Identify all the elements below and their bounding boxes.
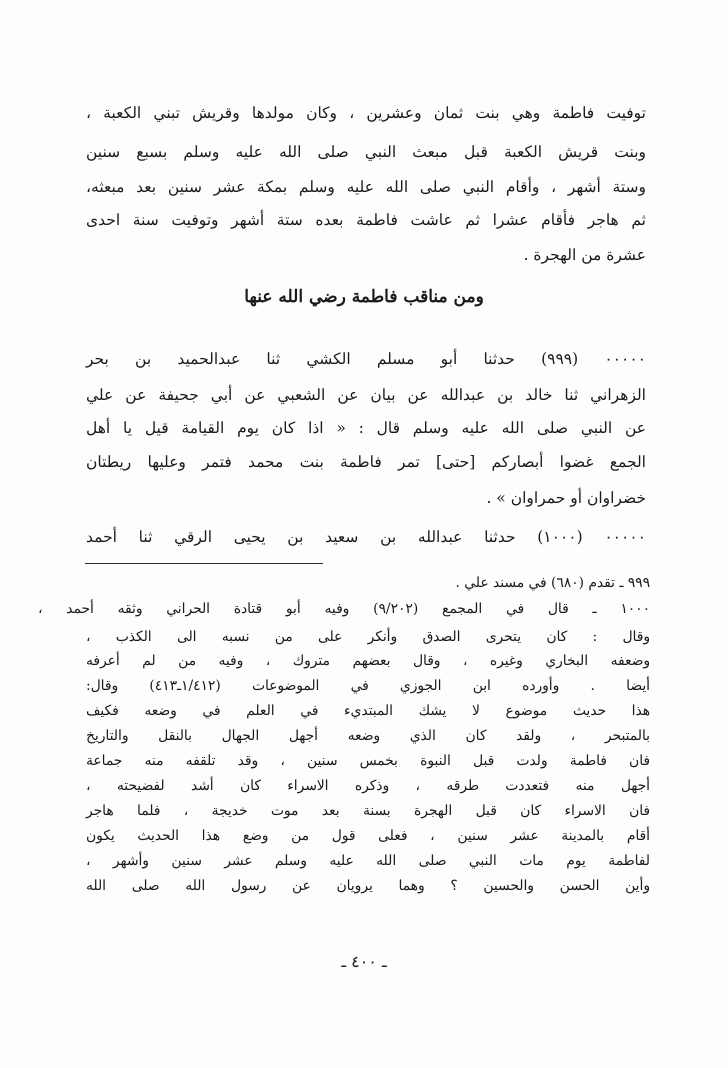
hadith-999-line-1: ٠٠٠٠٠ (٩٩٩) حدثنا أبو مسلم الكشي ثنا عبدالحميد بن بحر — [86, 350, 646, 368]
body-line-2: وبنت قريش الكعبة قبل مبعث النبي صلى الله عليه وسلم بسبع سنين — [86, 143, 646, 161]
footnote-999: ٩٩٩ ـ تقدم (٦٨٠) في مسند علي . — [455, 575, 650, 591]
footnote-1000-line: هذا حديث موضوع لا يشك المبتديء في العلم في وضعه فكيف — [86, 703, 650, 719]
footnote-1000-line: وقال : كان يتحرى الصدق وأنكر على من نسبه الى الكذب ، — [86, 629, 650, 645]
hadith-999-line-5: خضراوان أو حمراوان » . — [486, 489, 646, 507]
footnote-1000-line: أقام بالمدينة عشر سنين ، فعلى قول من وضع هذا الحديث يكون — [86, 828, 650, 844]
footnote-1000-line: فان الاسراء كان قبل الهجرة بسنة بعد موت خديجة ، فلما هاجر — [86, 803, 650, 819]
footnote-1000-line: وضعفه البخاري وغيره ، وقال بعضهم متروك ، وفيه من لم أعرفه — [86, 653, 650, 669]
footnote-1000-line: وأين الحسن والحسين ؟ وهما يرويان عن رسول الله صلى الله — [86, 878, 650, 894]
section-heading: ومن مناقب فاطمة رضي الله عنها — [244, 287, 484, 307]
footnote-1000-line: أيضا . وأورده ابن الجوزي في الموضوعات (١/٤١٢ـ٤١٣) وقال: — [86, 678, 651, 694]
footnote-1000-line: بالمتبحر ، ولقد كان الذي وضعه أجهل الجهال بالنقل والتاريخ — [86, 728, 650, 744]
page-number: ـ ٤٠٠ ـ — [341, 952, 387, 971]
hadith-999-line-2: الزهراني ثنا خالد بن عبدالله عن بيان عن الشعبي عن أبي جحيفة عن علي — [86, 386, 646, 404]
body-line-5: عشرة من الهجرة . — [523, 246, 646, 264]
footnote-1000-line: فان فاطمة ولدت قبل النبوة بخمس سنين ، وقد تلقفه منه جماعة — [86, 753, 650, 769]
footnote-1000-first-line: ١٠٠٠ ـ قال في المجمع (٩/٢٠٢) وفيه أبو قتادة الحراني وثقه أحمد ، — [38, 601, 650, 617]
hadith-1000-line-1: ٠٠٠٠٠ (١٠٠٠) حدثنا عبدالله بن سعيد بن يحيى الرقي ثنا أحمد — [86, 528, 646, 546]
hadith-999-line-4: الجمع غضوا أبصاركم [حتى] تمر فاطمة بنت محمد فتمر وعليها ريطتان — [86, 453, 646, 471]
body-line-3: وستة أشهر ، وأقام النبي صلى الله عليه وسلم بمكة عشر سنين بعد مبعثه، — [86, 178, 646, 196]
footnote-1000-line: لفاطمة يوم مات النبي صلى الله عليه وسلم عشر سنين وأشهر ، — [86, 853, 650, 869]
body-line-4: ثم هاجر فأقام عشرا ثم عاشت فاطمة بعده ستة أشهر وتوفيت سنة احدى — [86, 211, 646, 229]
body-line-1: توفيت فاطمة وهي بنت ثمان وعشرين ، وكان مولدها وقريش تبني الكعبة ، — [86, 104, 646, 122]
footnote-1000-line: أجهل منه فتعددت طرقه ، وذكره الاسراء كان أشد لفضيحته ، — [86, 778, 650, 794]
hadith-999-line-3: عن النبي صلى الله عليه وسلم قال : « اذا كان يوم القيامة قيل يا أهل — [86, 419, 646, 437]
footnote-separator — [85, 563, 323, 564]
